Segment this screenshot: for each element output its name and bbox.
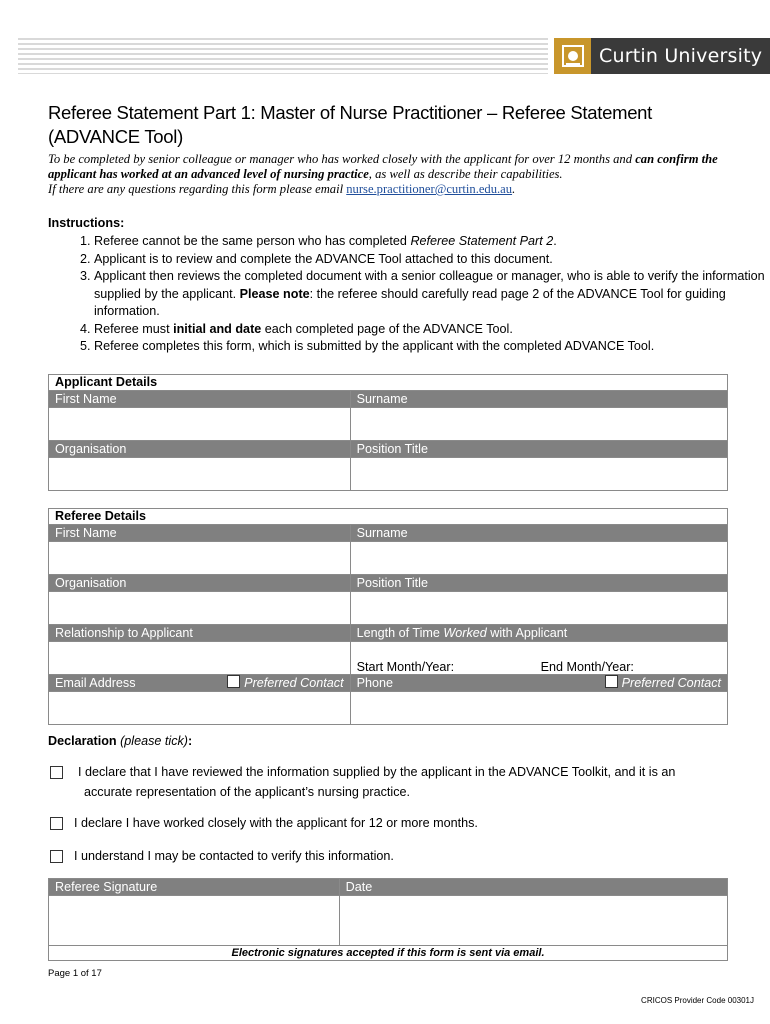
date-field[interactable] (339, 896, 727, 946)
end-month-label: End Month/Year: (540, 660, 634, 674)
applicant-surname-field[interactable] (350, 408, 727, 441)
applicant-surname-label: Surname (350, 391, 727, 408)
email-address-label: Email Address Preferred Contact (49, 675, 351, 692)
instruction-item: 1. Referee cannot be the same person who has completed Referee Statement Part 2. (94, 233, 770, 251)
applicant-organisation-label: Organisation (49, 441, 351, 458)
email-address-field[interactable] (49, 692, 351, 725)
applicant-details-table (48, 374, 728, 491)
phone-field[interactable] (350, 692, 727, 725)
applicant-section-title: Applicant Details (49, 375, 728, 391)
length-of-time-label: Length of Time Worked with Applicant (350, 625, 727, 642)
signature-label: Referee Signature (49, 879, 340, 896)
intro-text: To be completed by senior colleague or manager who has worked closely with the applicant for over 12 months and can confirm the applicant has worked at an advanced level of nursing practice, as well as describe their capabilities. If there are any questions regarding this form please email nurse.practitioner@curtin.edu.au. (48, 152, 718, 196)
referee-position-label: Position Title (350, 575, 727, 592)
instruction-item: 3. Applicant then reviews the completed document with a senior colleague or manager, who is able to verify the information supplied by the applicant. Please note: the referee should carefully read page 2 of the ADVANCE Tool for guiding information. (94, 268, 770, 321)
applicant-first-name-field[interactable] (49, 408, 351, 441)
phone-label: Phone Preferred Contact (350, 675, 727, 692)
email-preferred-checkbox[interactable] (227, 675, 240, 688)
date-label: Date (339, 879, 727, 896)
relationship-field[interactable] (49, 642, 351, 675)
start-month-label: Start Month/Year: (356, 660, 455, 674)
declaration-item-1: I declare that I have reviewed the information supplied by the applicant in the ADVANCE Toolkit, and it is an accurate representation of the applicant’s nursing practice. (50, 763, 730, 802)
referee-section-title: Referee Details (49, 509, 728, 525)
declaration-item-3: I understand I may be contacted to verify this information. (50, 847, 730, 867)
cricos-code: CRICOS Provider Code 00301J (641, 996, 754, 1005)
declaration-item-2: I declare I have worked closely with the applicant for 12 or more months. (50, 814, 730, 834)
instruction-item: 5. Referee completes this form, which is submitted by the applicant with the completed ADVANCE Tool. (94, 338, 770, 356)
referee-organisation-label: Organisation (49, 575, 351, 592)
referee-position-field[interactable] (350, 592, 727, 625)
declaration-2-checkbox[interactable] (50, 817, 63, 830)
curtin-logo (554, 38, 770, 74)
instructions-title: Instructions: (48, 216, 125, 230)
signature-field[interactable] (49, 896, 340, 946)
referee-organisation-field[interactable] (49, 592, 351, 625)
signature-table (48, 878, 728, 961)
referee-surname-field[interactable] (350, 542, 727, 575)
declaration-3-checkbox[interactable] (50, 850, 63, 863)
curtin-crest-icon (554, 38, 591, 74)
applicant-position-label: Position Title (350, 441, 727, 458)
declaration-1-checkbox[interactable] (50, 766, 63, 779)
applicant-first-name-label: First Name (49, 391, 351, 408)
instructions-list (48, 233, 770, 356)
email-link[interactable]: nurse.practitioner@curtin.edu.au (346, 182, 513, 196)
page-title: Referee Statement Part 1: Master of Nurse Practitioner – Referee Statement (ADVANCE Tool) (48, 102, 653, 147)
instruction-item: 4. Referee must initial and date each completed page of the ADVANCE Tool. (94, 321, 770, 339)
applicant-organisation-field[interactable] (49, 458, 351, 491)
declaration-title: Declaration (please tick): (48, 734, 193, 748)
referee-surname-label: Surname (350, 525, 727, 542)
length-of-time-field[interactable] (350, 642, 727, 675)
electronic-signature-note: Electronic signatures accepted if this form is sent via email. (49, 946, 728, 961)
referee-first-name-field[interactable] (49, 542, 351, 575)
phone-preferred-checkbox[interactable] (605, 675, 618, 688)
page-number: Page 1 of 17 (48, 968, 102, 979)
relationship-label: Relationship to Applicant (49, 625, 351, 642)
instruction-item: 2. Applicant is to review and complete the ADVANCE Tool attached to this document. (94, 251, 770, 269)
applicant-position-field[interactable] (350, 458, 727, 491)
logo-text: Curtin University (599, 45, 763, 67)
referee-details-table (48, 508, 728, 725)
referee-first-name-label: First Name (49, 525, 351, 542)
header-stripes (18, 38, 548, 74)
